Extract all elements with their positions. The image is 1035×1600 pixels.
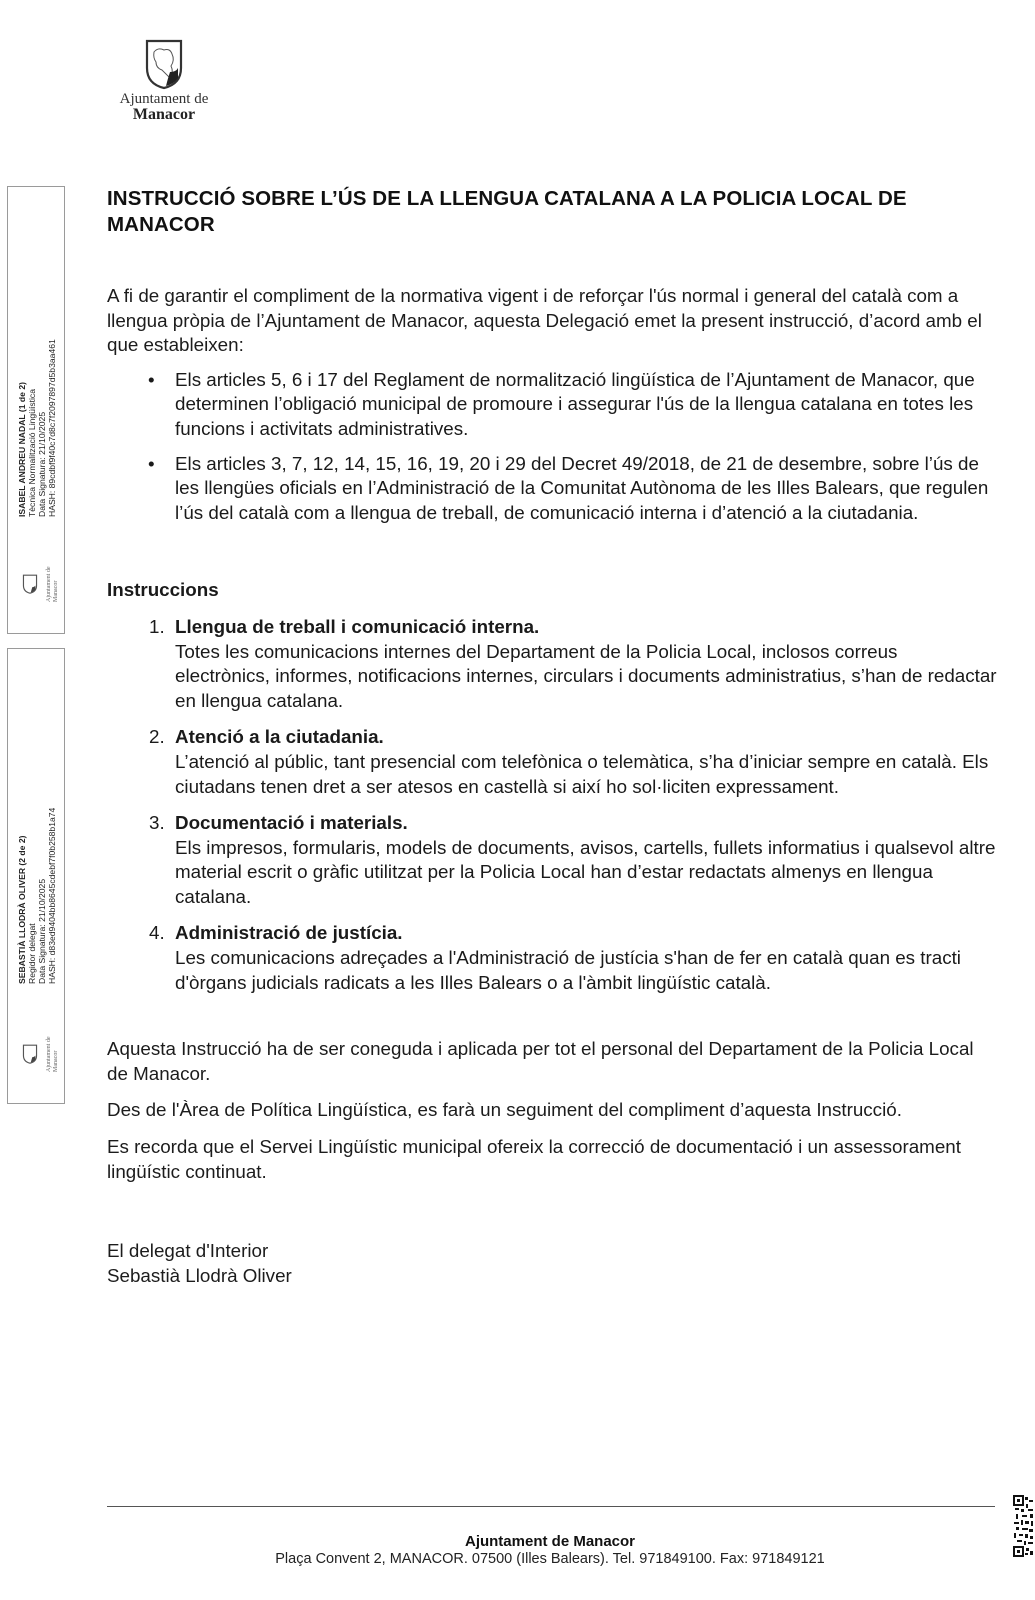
instruction-number: 1. — [149, 615, 165, 637]
signature-box-1 — [7, 186, 65, 634]
document-body — [107, 186, 997, 1288]
instruction-number: 2. — [149, 726, 165, 748]
instruction-heading: Documentació i materials. — [175, 812, 408, 834]
municipal-shield-icon — [22, 574, 38, 594]
signoff-role: El delegat d'Interior — [107, 1240, 269, 1262]
closing-section — [107, 1037, 997, 1184]
closing-paragraph: Aquesta Instrucció ha de ser coneguda i aplicada per tot el personal del Departament de la Policia Local de Manacor. — [107, 1038, 974, 1084]
signer-role: Tècnica Normalització Lingüística — [27, 388, 37, 517]
instruction-body: L’atenció al públic, tant presencial com telefònica o telemàtica, s’ha d’iniciar sempre en català. Els ciutadans tenen dret a ser atesos en castellà si així ho sol·liciten expressament. — [175, 750, 989, 797]
instruction-item — [149, 921, 997, 995]
logo-line-1: Ajuntament de — [119, 91, 209, 107]
list-item-text: Els articles 3, 7, 12, 14, 15, 16, 19, 20 i 29 del Decret 49/2018, de 21 de desembre, sobre l’ús de les llengües oficials en l’Administració de la Comunitat Autònoma de les Illes Balears, que regulen l’ús del català com a llengua de treball, de comunicació interna i d’atenció a la ciutadania. — [175, 452, 989, 523]
signature-logo-1 — [16, 562, 60, 606]
document-title: INSTRUCCIÓ SOBRE L’ÚS DE LA LLENGUA CATALANA A LA POLICIA LOCAL DE MANACOR — [107, 187, 907, 236]
signature-logo-text: Ajuntament de Manacor — [46, 566, 59, 602]
municipal-shield-icon — [22, 1044, 38, 1064]
signature-logo-2 — [16, 1032, 60, 1076]
signature-hash: HASH: d83ed9404bb8645cdebf7f0b258b1a74 — [47, 807, 57, 984]
signer-role: Regidor delegat — [27, 923, 37, 984]
legal-basis-list — [107, 368, 997, 526]
header-logo — [104, 38, 224, 122]
intro-paragraph: A fi de garantir el compliment de la normativa vigent i de reforçar l'ús normal i general del català com a llengua pròpia de l’Ajuntament de Manacor, aquesta Delegació emet la present instrucció, d’acord amb el que estableixen: — [107, 285, 982, 356]
municipal-shield-icon — [144, 38, 184, 90]
instruction-number: 4. — [149, 922, 165, 944]
footer-org-name: Ajuntament de Manacor — [464, 1533, 636, 1550]
instruction-heading: Atenció a la ciutadania. — [175, 726, 384, 748]
signature-date: Data Signatura: 21/10/2025 — [37, 878, 47, 984]
signer-name: ISABEL ANDREU NADAL (1 de 2) — [17, 382, 27, 517]
signature-date: Data Signatura: 21/10/2025 — [37, 411, 47, 517]
signer-name: SEBASTIÀ LLODRÀ OLIVER (2 de 2) — [17, 835, 27, 984]
instructions-list — [107, 615, 997, 995]
footer-divider — [107, 1506, 995, 1507]
closing-paragraph: Des de l'Àrea de Política Lingüística, es farà un seguiment del compliment d’aquesta Instrucció. — [107, 1099, 902, 1121]
instructions-heading: Instruccions — [107, 579, 219, 601]
list-item — [148, 368, 997, 442]
instruction-body: Els impresos, formularis, models de documents, avisos, cartells, fullets informatius i qualsevol altre material escrit o gràfic utilitzat per la Policia Local han d’estar redactats almenys en llengua catalana. — [175, 836, 996, 907]
instruction-heading: Llengua de treball i comunicació interna. — [175, 615, 540, 637]
signature-hash: HASH: 89cdbf9f40c7d8c7f2097897d5b3aa461 — [47, 339, 57, 517]
signoff-name: Sebastià Llodrà Oliver — [107, 1264, 292, 1286]
logo-line-2: Manacor — [132, 106, 196, 123]
bullet-icon: • — [148, 368, 155, 390]
instruction-item — [149, 615, 997, 713]
signature-text-2 — [17, 808, 57, 984]
instruction-body: Les comunicacions adreçades a l'Administració de justícia s'han de fer en català quan es tracti d'òrgans judicials radicats a les Illes Balears o a l'àmbit lingüístic català. — [175, 947, 961, 993]
closing-paragraph: Es recorda que el Servei Lingüístic municipal ofereix la correcció de documentació i un assessorament lingüístic continuat. — [107, 1136, 961, 1182]
bullet-icon: • — [148, 452, 155, 474]
instruction-body: Totes les comunicacions internes del Departament de la Policia Local, inclosos correus electrònics, informes, notificacions internes, circulars i documents administratius, s’han de redactar en llengua catalana. — [175, 640, 997, 711]
instruction-item — [149, 725, 997, 799]
signoff-block — [107, 1239, 997, 1288]
list-item-text: Els articles 5, 6 i 17 del Reglament de normalització lingüística de l’Ajuntament de Manacor, que determinen l’obligació municipal de promoure i assegurar l'ús de la llengua catalana en totes les funcions i activitats administratives. — [175, 368, 975, 439]
instruction-heading: Administració de justícia. — [175, 922, 403, 944]
footer-address: Plaça Convent 2, MANACOR. 07500 (Illes Balears). Tel. 971849100. Fax: 971849121 — [275, 1551, 825, 1567]
qr-code-icon — [1013, 1495, 1035, 1557]
signature-box-2 — [7, 648, 65, 1104]
signature-text-1 — [17, 339, 57, 517]
list-item — [148, 452, 997, 526]
instruction-number: 3. — [149, 812, 165, 834]
signature-logo-text: Ajuntament de Manacor — [46, 1036, 59, 1072]
instruction-item — [149, 811, 997, 909]
